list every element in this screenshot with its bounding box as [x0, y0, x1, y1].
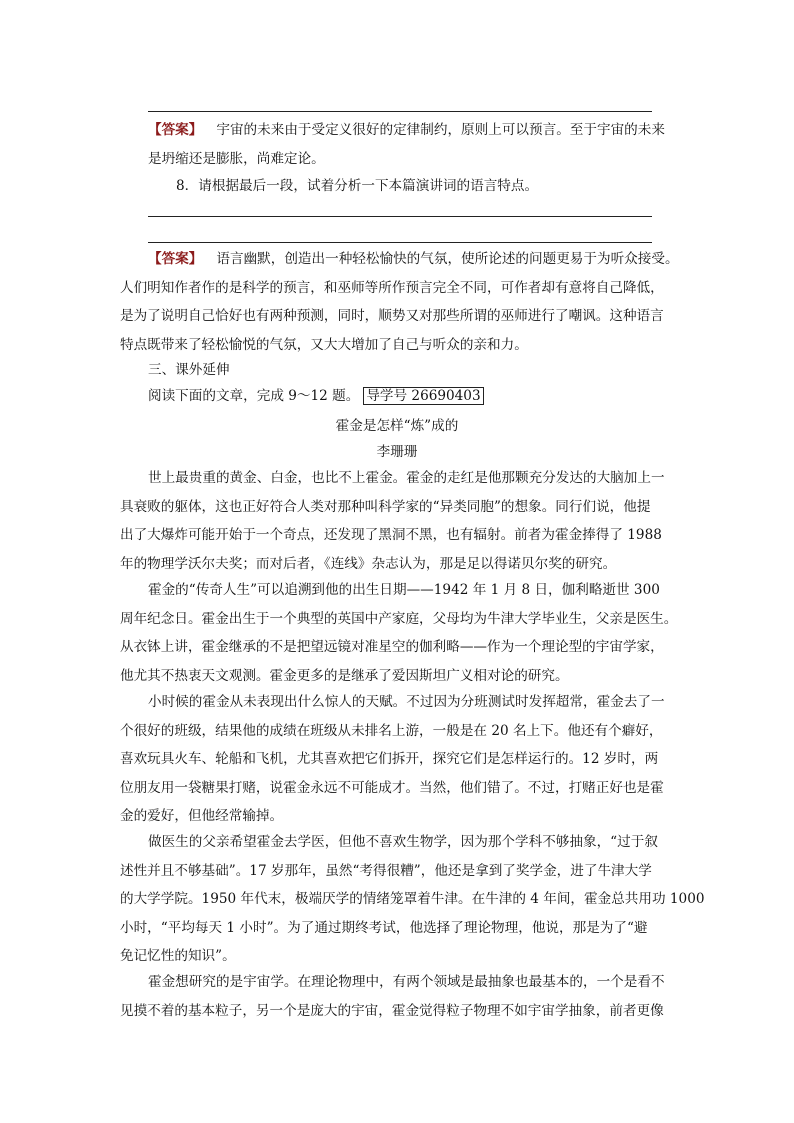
paragraph-line: 霍金想研究的是宇宙学。在理论物理中，有两个领域是最抽象也最基本的，一个是看不 [148, 974, 665, 990]
paragraph-line: 出了大爆炸可能开始于一个奇点，还发现了黑洞不黑，也有辐射。前者为霍金捧得了 1988 [120, 527, 662, 543]
paragraph-line: 从衣钵上讲，霍金继承的不是把望远镜对准星空的伽利略——作为一个理论型的宇宙学家， [120, 639, 664, 655]
q8-answer-line: 人们明知作者作的是科学的预言，和巫师等所作预言完全不同，可作者却有意将自己降低， [120, 279, 664, 296]
paragraph-line: 位朋友用一袋糖果打赌，说霍金永远不可能成才。当然，他们错了。不过，打赌正好也是霍 [120, 779, 664, 796]
paragraph-line: 金的爱好，但他经常输掉。 [120, 808, 284, 824]
q8-answer-line: 语言幽默，创造出一种轻松愉快的气氛，使所论述的问题更易于为听众接受。 [216, 251, 679, 267]
q8-answer-line: 特点既带来了轻松愉悦的气氛，又大大增加了自己与听众的亲和力。 [120, 336, 528, 353]
paragraph-line: 小时候的霍金从未表现出什么惊人的天赋。不过因为分班测试时发挥超常，霍金去了一 [148, 694, 665, 710]
paragraph-line: 喜欢玩具火车、轮船和飞机，尤其喜欢把它们拆开，探究它们是怎样运行的。12 岁时，两 [120, 751, 659, 767]
q8-answer [120, 245, 679, 359]
paragraph-1 [120, 464, 665, 578]
read-instruction [148, 382, 662, 411]
answer-blank-line [148, 111, 652, 112]
answer-label: 【答案】 [148, 122, 203, 138]
paragraph-line: 做医生的父亲希望霍金去学医，但他不喜欢生物学，因为那个学科不够抽象，“过于叙 [148, 834, 658, 850]
section-heading [148, 356, 662, 385]
answer-label: 【答案】 [148, 251, 203, 267]
paragraph-line: 具衰败的躯体，这也正好符合人类对那种叫科学家的“异类同胞”的想象。同行们说，他提 [120, 498, 651, 515]
paragraph-line: 世上最贵重的黄金、白金，也比不上霍金。霍金的走红是他那颗充分发达的大脑加上一 [148, 470, 665, 486]
paragraph-line: 他尤其不热衷天文观测。霍金更多的是继承了爱因斯坦广义相对论的研究。 [120, 667, 569, 684]
paragraph-2 [120, 576, 678, 690]
question-8 [148, 172, 662, 201]
q7-answer [148, 116, 665, 173]
paragraph-line: 的大学学院。1950 年代末，极端厌学的情绪笼罩着牛津。在牛津的 4 年间，霍金总共用功 1000 [120, 891, 705, 907]
guide-number-box: 导学号 26690403 [363, 387, 483, 405]
section-3-title: 三、课外延伸 [148, 362, 230, 378]
paragraph-4 [120, 828, 705, 971]
answer-blank-line [148, 242, 652, 243]
q7-answer-line: 宇宙的未来由于受定义很好的定律制约，原则上可以预言。至于宇宙的未来 [216, 122, 665, 138]
instruction-text: 阅读下面的文章，完成 9～12 题。 [148, 388, 360, 404]
paragraph-line: 见摸不着的基本粒子，另一个是庞大的宇宙，霍金觉得粒子物理不如宇宙学抽象，前者更像 [120, 1002, 664, 1019]
paragraph-line: 年的物理学沃尔夫奖；而对后者，《连线》杂志认为，那是足以得诺贝尔奖的研究。 [120, 555, 617, 572]
answer-blank-line [148, 216, 652, 217]
article-title: 霍金是怎样“炼”成的 [335, 418, 459, 434]
q7-answer-line: 是坍缩还是膨胀，尚难定论。 [148, 150, 325, 167]
paragraph-line: 小时，“平均每天 1 小时”。为了通过期终考试，他选择了理论物理，他说，那是为了“避 [120, 919, 648, 936]
paragraph-line: 免记忆性的知识”。 [120, 948, 236, 964]
paragraph-5 [120, 968, 665, 1025]
paragraph-3 [120, 688, 665, 831]
paragraph-line: 周年纪念日。霍金出生于一个典型的英国中产家庭，父母均为牛津大学毕业生，父亲是医生。 [120, 610, 678, 627]
q8-answer-line: 是为了说明自己恰好也有两种预测，同时，顺势又对那些所谓的巫师进行了嘲讽。这种语言 [120, 308, 664, 324]
article-author: 李珊珊 [376, 444, 418, 460]
paragraph-line: 个很好的班级，结果他的成绩在班级从未排名上游，一般是在 20 名上下。他还有个癖好， [120, 722, 663, 739]
paragraph-line: 述性并且不够基础”。17 岁那年，虽然“考得很糟”，他还是拿到了奖学金，进了牛津大学 [120, 862, 652, 879]
paragraph-line: 霍金的“传奇人生”可以追溯到他的出生日期——1942 年 1 月 8 日，伽利略逝世 300 [148, 582, 660, 598]
question-8-text: 8．请根据最后一段，试着分析一下本篇演讲词的语言特点。 [176, 178, 539, 194]
